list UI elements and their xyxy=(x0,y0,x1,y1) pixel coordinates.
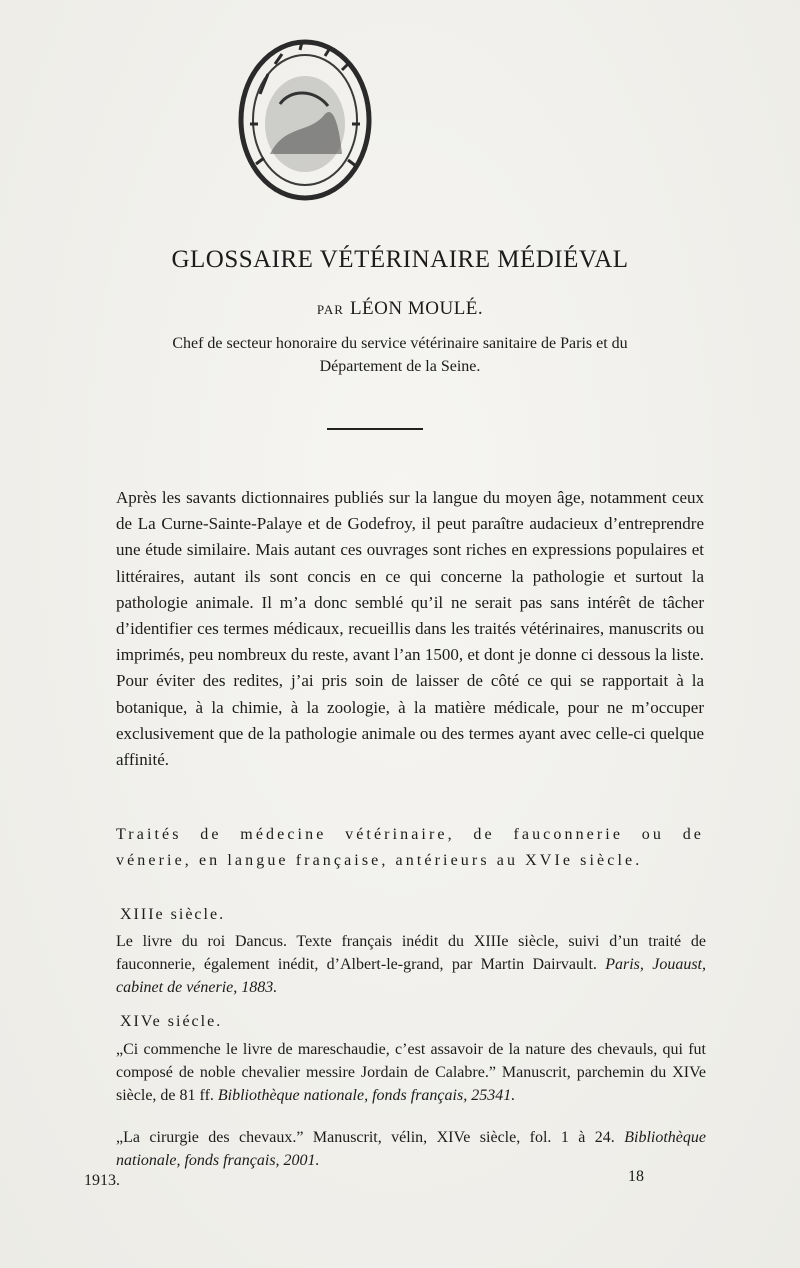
author-affiliation xyxy=(60,332,740,378)
entry-source: Paris, Jouaust, cabinet de vénerie, 1883. xyxy=(116,956,706,996)
library-seal-stamp-icon xyxy=(230,34,380,206)
entry-text: „Ci commenche le livre de mareschaudie, c’est assavoir de la nature des chevauls, qui fut composé de noble chevalier messire Jordain de Calabre.” Manuscrit, parchemin du XIVe siècle, de 81 ff. xyxy=(116,1041,706,1104)
affiliation-line-2: Département de la Seine. xyxy=(319,358,481,375)
entry-source: Bibliothèque nationale, fonds français, 2001. xyxy=(116,1129,706,1169)
page-number: 18 xyxy=(628,1168,644,1185)
bibliography-entry xyxy=(116,930,706,999)
author-prefix: PAR xyxy=(316,302,344,317)
author-name: LÉON MOULÉ. xyxy=(349,298,484,319)
footer-year: 1913. xyxy=(84,1172,120,1189)
entry-source: Bibliothèque nationale, fonds français, 25341. xyxy=(217,1087,516,1104)
century-heading-13: XIIIe siècle. xyxy=(120,906,226,923)
bibliography-entry xyxy=(116,1038,706,1107)
section-divider xyxy=(327,428,423,430)
century-heading-14: XIVe siécle. xyxy=(120,1013,223,1030)
section-heading: Traités de médecine vétérinaire, de fauconnerie ou de vénerie, en langue française, antérieurs au XVIe siècle. xyxy=(116,826,704,869)
affiliation-line-1: Chef de secteur honoraire du service vétérinaire sanitaire de Paris et du xyxy=(172,335,628,352)
article-title: GLOSSAIRE VÉTÉRINAIRE MÉDIÉVAL xyxy=(171,246,629,273)
author-line xyxy=(0,298,800,320)
entry-text: „La cirurgie des chevaux.” Manuscrit, vélin, XIVe siècle, fol. 1 à 24. xyxy=(116,1129,625,1146)
intro-paragraph: Après les savants dictionnaires publiés sur la langue du moyen âge, notamment ceux de La Curne-Sainte-Palaye et de Godefroy, il peut paraître audacieux d’entreprendre une étude similaire. Mais autant ces ouvrages sont riches en expressions populaires et littéraires, autant ils sont concis en ce qui concerne la pathologie et surtout la pathologie animale. Il m’a donc semblé qu’il ne serait pas sans intérêt de tâcher d’identifier ces termes médicaux, recueillis dans les traités vétérinaires, manuscrits ou imprimés, peu nombreux du reste, avant l’an 1500, et dont je donne ci dessous la liste. Pour éviter des redites, j’ai pris soin de laisser de côté ce qui se rapportait à la botanique, à la chimie, à la zoologie, à la matière médicale, pour ne m’occuper exclusivement que de la pathologie animale ou des termes ayant avec celle-ci quelque affinité. xyxy=(116,488,704,770)
entry-text: Le livre du roi Dancus. Texte français inédit du XIIIe siècle, suivi d’un traité de fauconnerie, également inédit, d’Albert-le-grand, par Martin Dairvault. xyxy=(116,933,706,973)
bibliography-entry xyxy=(116,1126,706,1172)
